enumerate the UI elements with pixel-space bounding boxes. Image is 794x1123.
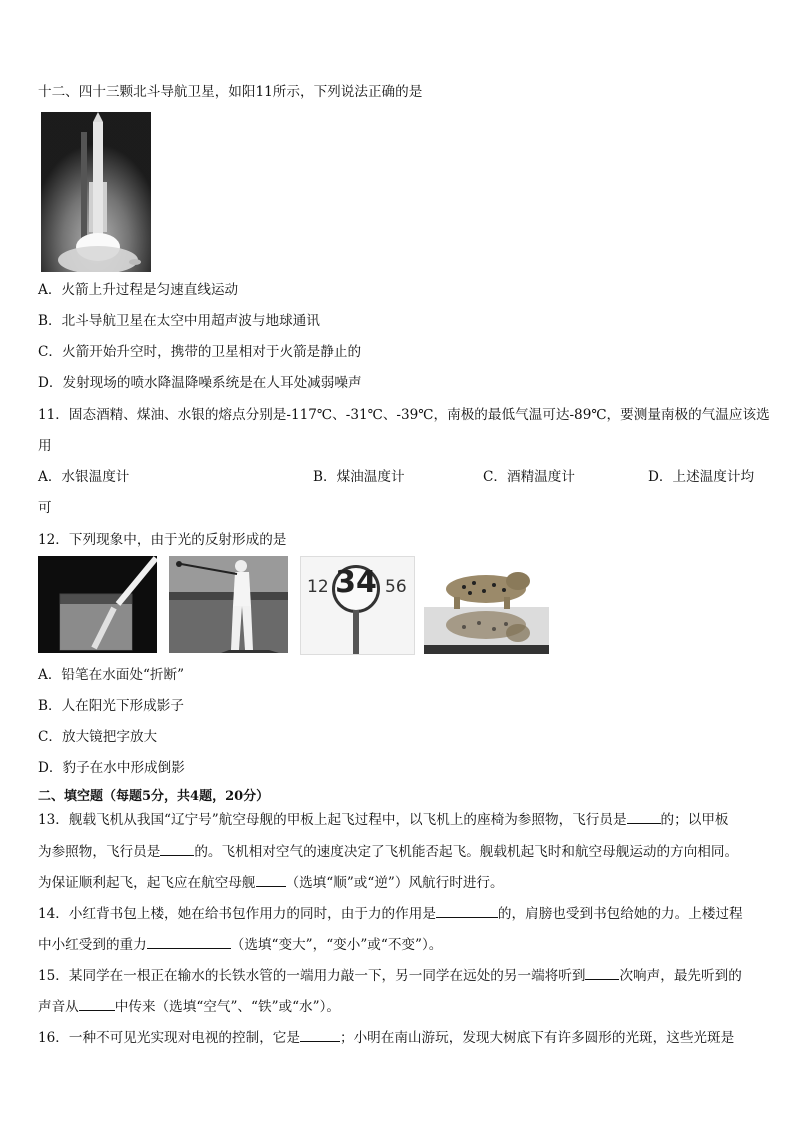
q11-option-b: B．煤油温度计 [313, 469, 405, 485]
q15-line2 [38, 997, 340, 1017]
rocket-launch-illustration [41, 112, 151, 272]
q15-line2-text-b: 中传来（选填“空气”、“铁”或“水”）。 [114, 999, 340, 1015]
q15-line1 [38, 966, 742, 986]
q16-blank-1[interactable] [300, 1028, 340, 1042]
q11-stem-line2: 用 [38, 438, 52, 454]
leopard-reflection-illustration [424, 563, 549, 654]
magnifier-digits-center: 34 [335, 565, 377, 600]
q12-option-b: B．人在阳光下形成影子 [38, 698, 184, 714]
section-heading-fill-in: 二、填空题（每题5分，共4题，20分） [38, 789, 270, 804]
q13-line1-text-b: 的；以甲板 [660, 812, 729, 828]
q16-line1 [38, 1028, 734, 1048]
q13-line2-text-a: 为参照物，飞行员是 [38, 844, 161, 860]
leopard-reflection-photo [424, 563, 549, 654]
magnifier-digits-left: 12 [307, 577, 329, 597]
q13-line3-text-b: （选填“顺”或“逆”）风航行时进行。 [285, 875, 504, 891]
q11-option-c: C．酒精温度计 [483, 469, 575, 485]
q12-stem: 12．下列现象中，由于光的反射形成的是 [38, 532, 287, 548]
q14-line2 [38, 935, 442, 955]
q11-option-a: A．水银温度计 [38, 469, 130, 485]
q10-option-b: B．北斗导航卫星在太空中用超声波与地球通讯 [38, 313, 320, 329]
pencil-in-water-photo [38, 556, 157, 653]
q13-line1-text-a: 13．舰载飞机从我国“辽宁号”航空母舰的甲板上起飞过程中，以飞机上的座椅为参照物，飞行员是 [38, 812, 627, 828]
q11-option-d: D．上述温度计均 [648, 469, 755, 485]
q13-blank-2[interactable] [160, 842, 194, 856]
q11-stem-line1: 11．固态酒精、煤油、水银的熔点分别是-117℃、-31℃、-39℃，南极的最低气温可达-89℃，要测量南极的气温应该选 [38, 407, 770, 423]
q15-line1-text-a: 15．某同学在一根正在输水的长铁水管的一端用力敲一下，另一同学在远处的另一端将听到 [38, 968, 586, 984]
q14-blank-1[interactable] [436, 904, 498, 918]
rocket-launch-photo [41, 112, 151, 272]
q13-line2 [38, 842, 738, 862]
q15-blank-1[interactable] [585, 966, 619, 980]
q13-blank-3[interactable] [256, 873, 286, 887]
q13-line2-text-b: 的。飞机相对空气的速度决定了飞机能否起飞。舰载机起飞时和航空母舰运动的方向相同。 [194, 844, 739, 860]
q14-line1-text-b: 的，肩膀也受到书包给她的力。上楼过程 [497, 906, 743, 922]
q14-line2-text-b: （选填“变大”，“变小”或“不变”）。 [230, 937, 443, 953]
q14-line1-text-a: 14．小红背书包上楼，她在给书包作用力的同时，由于力的作用是 [38, 906, 436, 922]
magnifier-photo [300, 556, 415, 655]
q10-option-d: D．发射现场的喷水降温降噪系统是在人耳处减弱噪声 [38, 375, 362, 391]
q14-line2-text-a: 中小红受到的重力 [38, 937, 147, 953]
q13-blank-1[interactable] [627, 810, 661, 824]
pencil-in-water-illustration [38, 556, 157, 653]
q15-line1-text-b: 次响声，最先听到的 [619, 968, 742, 984]
q10-option-a: A．火箭上升过程是匀速直线运动 [38, 282, 239, 298]
golfer-shadow-photo [169, 556, 288, 653]
q12-option-c: C．放大镜把字放大 [38, 729, 158, 745]
q13-line1 [38, 810, 729, 830]
q16-line1-text-b: ；小明在南山游玩，发现大树底下有许多圆形的光斑，这些光斑是 [339, 1030, 735, 1046]
magnifier-handle [353, 610, 359, 654]
q14-blank-2[interactable] [147, 935, 231, 949]
q14-line1 [38, 904, 743, 924]
q13-line3-text-a: 为保证顺利起飞，起飞应在航空母舰 [38, 875, 256, 891]
q12-option-a: A．铅笔在水面处“折断” [38, 667, 185, 683]
golfer-shadow-illustration [169, 556, 288, 653]
q16-line1-text-a: 16．一种不可见光实现对电视的控制，它是 [38, 1030, 300, 1046]
q11-option-d-continued: 可 [38, 500, 52, 516]
q10-stem: 十二、四十三颗北斗导航卫星，如阳11所示，下列说法正确的是 [38, 84, 423, 100]
q13-line3 [38, 873, 504, 893]
q15-line2-text-a: 声音从 [38, 999, 79, 1015]
magnifier-digits-right: 56 [385, 577, 407, 597]
q12-option-d: D．豹子在水中形成倒影 [38, 760, 185, 776]
q10-option-c: C．火箭开始升空时，携带的卫星相对于火箭是静止的 [38, 344, 362, 360]
q15-blank-2[interactable] [79, 997, 115, 1011]
